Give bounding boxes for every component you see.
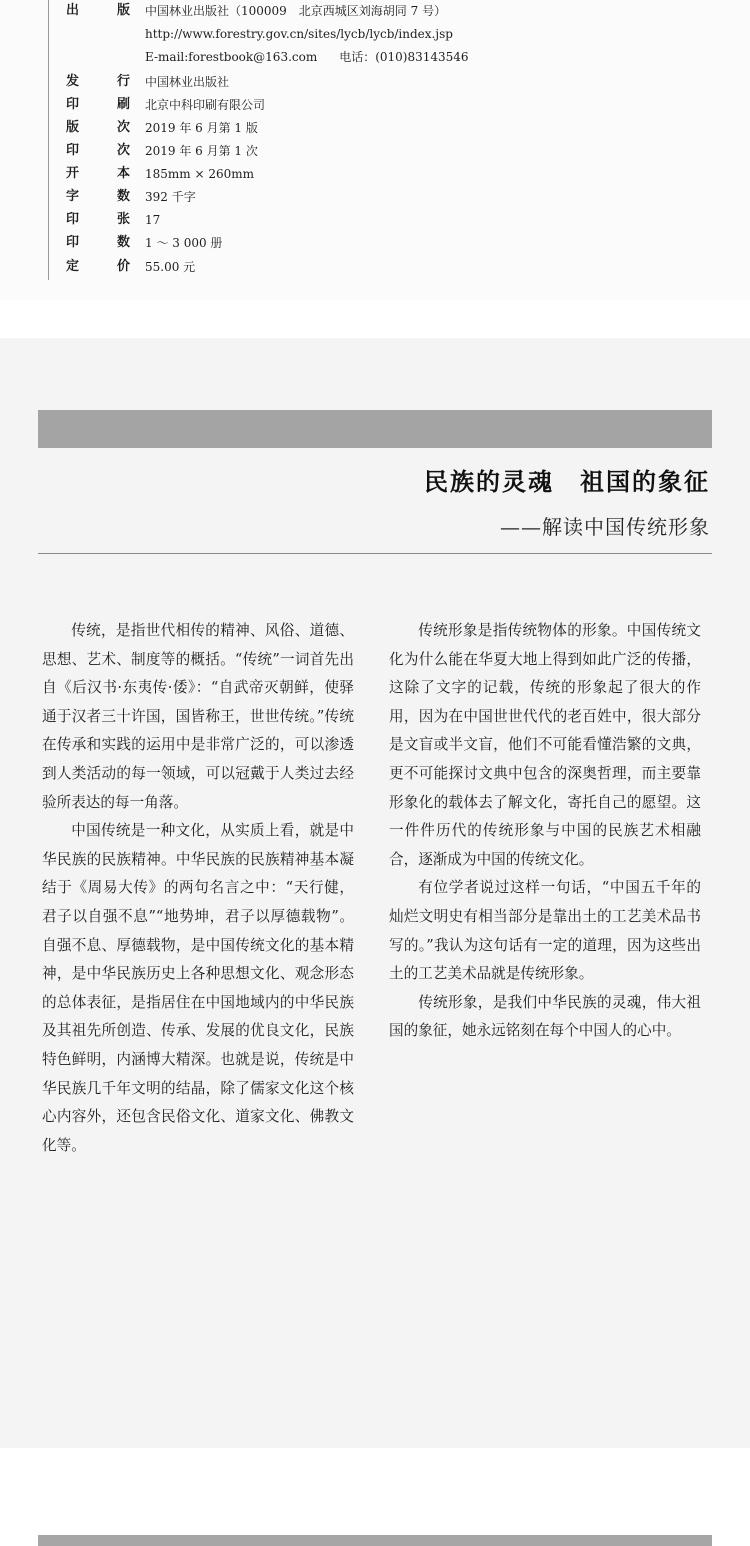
- copyright-label: 发 行: [66, 74, 130, 89]
- paragraph: 传统，是指世代相传的精神、风俗、道德、思想、艺术、制度等的概括。“传统”一词首先出自《后汉书·东夷传·倭》：“自武帝灭朝鲜，使驿通于汉者三十许国，国皆称王，世世传统。”传统在传承和实践的运用中是非常广泛的，可以渗透到人类活动的每一领域，可以冠戴于人类过去经验所表达的每一角落。: [42, 622, 354, 811]
- copyright-label: 印 刷: [66, 97, 130, 112]
- footer-band: [38, 1535, 712, 1546]
- article-title: 民族的灵魂 祖国的象征: [424, 467, 710, 496]
- copyright-value: 392 千字: [145, 190, 196, 204]
- publisher-phone: 电话：(010)83143546: [339, 50, 469, 64]
- copyright-value: 55.00 元: [145, 260, 196, 274]
- copyright-label: 字 数: [66, 189, 130, 204]
- copyright-value: 2019 年 6 月第 1 次: [145, 144, 258, 158]
- copyright-label: 开 本: [66, 166, 130, 181]
- article-subtitle: ——解读中国传统形象: [500, 515, 710, 539]
- copyright-value: 17: [145, 213, 161, 227]
- copyright-value: 185mm × 260mm: [145, 167, 255, 181]
- publisher-email: E-mail:forestbook@163.com: [145, 50, 318, 64]
- right-column: [389, 617, 701, 1046]
- copyright-value: 1 ～ 3 000 册: [145, 236, 223, 250]
- left-column: [42, 617, 354, 1160]
- publisher-url: http://www.forestry.gov.cn/sites/lycb/lycb/index.jsp: [145, 27, 453, 41]
- copyright-label: 印 次: [66, 143, 130, 158]
- publisher-address: 中国林业出版社（100009 北京西城区刘海胡同 7 号）: [145, 4, 447, 18]
- copyright-value: 中国林业出版社: [145, 75, 230, 89]
- copyright-label: 版 次: [66, 120, 130, 135]
- copyright-label: 定 价: [66, 259, 130, 274]
- copyright-label: 印 张: [66, 212, 130, 227]
- copyright-value: 2019 年 6 月第 1 版: [145, 121, 258, 135]
- paragraph: 有位学者说过这样一句话，“中国五千年的灿烂文明史有相当部分是靠出土的工艺美术品书写的。”我认为这句话有一定的道理，因为这些出土的工艺美术品就是传统形象。: [389, 879, 701, 983]
- copyright-vertical-rule: [48, 0, 49, 280]
- paragraph: 传统形象，是我们中华民族的灵魂，伟大祖国的象征，她永远铭刻在每个中国人的心中。: [389, 993, 701, 1040]
- paragraph: 传统形象是指传统物体的形象。中国传统文化为什么能在华夏大地上得到如此广泛的传播，这除了文字的记载，传统的形象起了很大的作用，因为在中国世世代代的老百姓中，很大部分是文盲或半文盲，他们不可能看懂浩繁的文典，更不可能探讨文典中包含的深奥哲理，而主要靠形象化的载体去了解文化，寄托自己的愿望。这一件件历代的传统形象与中国的民族艺术相融合，逐渐成为中国的传统文化。: [389, 622, 701, 868]
- title-divider: [38, 553, 712, 554]
- copyright-page: [0, 0, 750, 300]
- copyright-label: 印 数: [66, 235, 130, 250]
- copyright-value: 北京中科印刷有限公司: [145, 98, 266, 112]
- paragraph: 中国传统是一种文化，从实质上看，就是中华民族的民族精神。中华民族的民族精神基本凝结于《周易大传》的两句名言之中：“天行健，君子以自强不息”“地势坤，君子以厚德载物”。自强不息、厚德载物，是中国传统文化的基本精神，是中华民族历史上各种思想文化、观念形态的总体表征，是指居住在中国地域内的中华民族及其祖先所创造、传承、发展的优良文化，民族特色鲜明，内涵博大精深。也就是说，传统是中华民族几千年文明的结晶，除了儒家文化这个核心内容外，还包含民俗文化、道家文化、佛教文化等。: [42, 822, 354, 1154]
- copyright-label: 出 版: [66, 3, 130, 18]
- header-band: [38, 410, 712, 448]
